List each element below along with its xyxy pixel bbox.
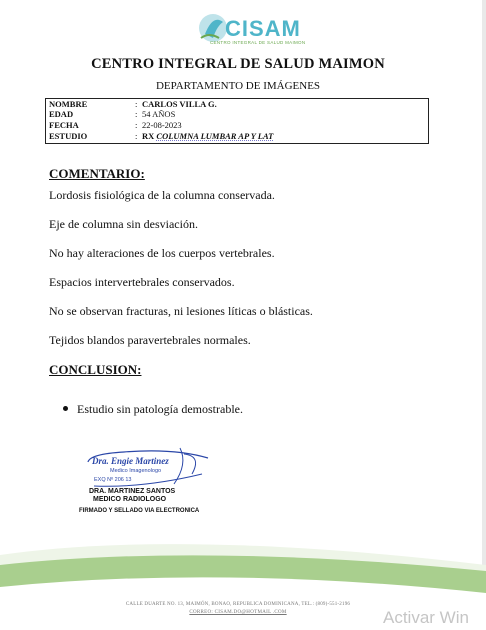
comment-line: Eje de columna sin desviación. xyxy=(49,217,198,231)
study-name: COLUMNA LUMBAR AP Y LAT xyxy=(156,131,274,141)
stamp-title: Medico Imagenologo xyxy=(110,468,162,474)
info-colon: : xyxy=(135,99,138,109)
patient-info-box xyxy=(45,98,429,144)
comment-line: No se observan fracturas, ni lesiones líticas o blásticas. xyxy=(49,304,313,318)
info-value: 22-08-2023 xyxy=(142,120,182,130)
info-label: FECHA xyxy=(49,120,79,130)
comment-heading: COMENTARIO: xyxy=(49,166,145,181)
info-value: CARLOS VILLA G. xyxy=(142,99,217,109)
comment-line: No hay alteraciones de los cuerpos vertebrales. xyxy=(49,246,275,260)
conclusion-heading: CONCLUSION: xyxy=(49,362,142,377)
info-label: ESTUDIO xyxy=(49,131,88,141)
footer-email: CORREO: CISAM.DO@HOTMAIL .COM xyxy=(189,610,287,615)
conclusion-item: Estudio sin patología demostrable. xyxy=(77,402,243,416)
info-colon: : xyxy=(135,131,138,141)
info-value xyxy=(142,132,273,141)
document-title: CENTRO INTEGRAL DE SALUD MAIMON xyxy=(91,56,385,72)
logo-subtext: CENTRO INTEGRAL DE SALUD MAIMON xyxy=(210,40,306,45)
info-value: 54 AÑOS xyxy=(142,109,176,119)
logo-text: CISAM xyxy=(225,16,301,41)
info-colon: : xyxy=(135,109,138,119)
signer-name: DRA. MARTINEZ SANTOS xyxy=(89,488,176,495)
stamp-name: Dra. Engie Martinez xyxy=(92,456,169,466)
signature-note: FIRMADO Y SELLADO VIA ELECTRONICA xyxy=(79,508,200,514)
info-label: NOMBRE xyxy=(49,99,88,109)
comment-line: Lordosis fisiológica de la columna conservada. xyxy=(49,188,275,202)
comment-line: Tejidos blandos paravertebrales normales. xyxy=(49,333,251,347)
stamp-exequatur: EXQ Nº 206 13 xyxy=(94,477,132,483)
comment-line: Espacios intervertebrales conservados. xyxy=(49,275,235,289)
info-colon: : xyxy=(135,120,138,130)
signer-role: MEDICO RADIOLOGO xyxy=(93,496,167,503)
department-title: DEPARTAMENTO DE IMÁGENES xyxy=(155,80,321,92)
signature-stamp xyxy=(84,444,214,490)
study-prefix: RX xyxy=(142,131,155,141)
footer-address: CALLE DUARTE NO. 13, MAIMÓN, BONAO, REPUBLICA DOMINICANA, TEL.: (809)-551-2196 xyxy=(125,602,351,607)
bullet-icon xyxy=(63,406,68,411)
activation-watermark: Activar Win xyxy=(383,608,469,627)
info-label: EDAD xyxy=(49,109,74,119)
